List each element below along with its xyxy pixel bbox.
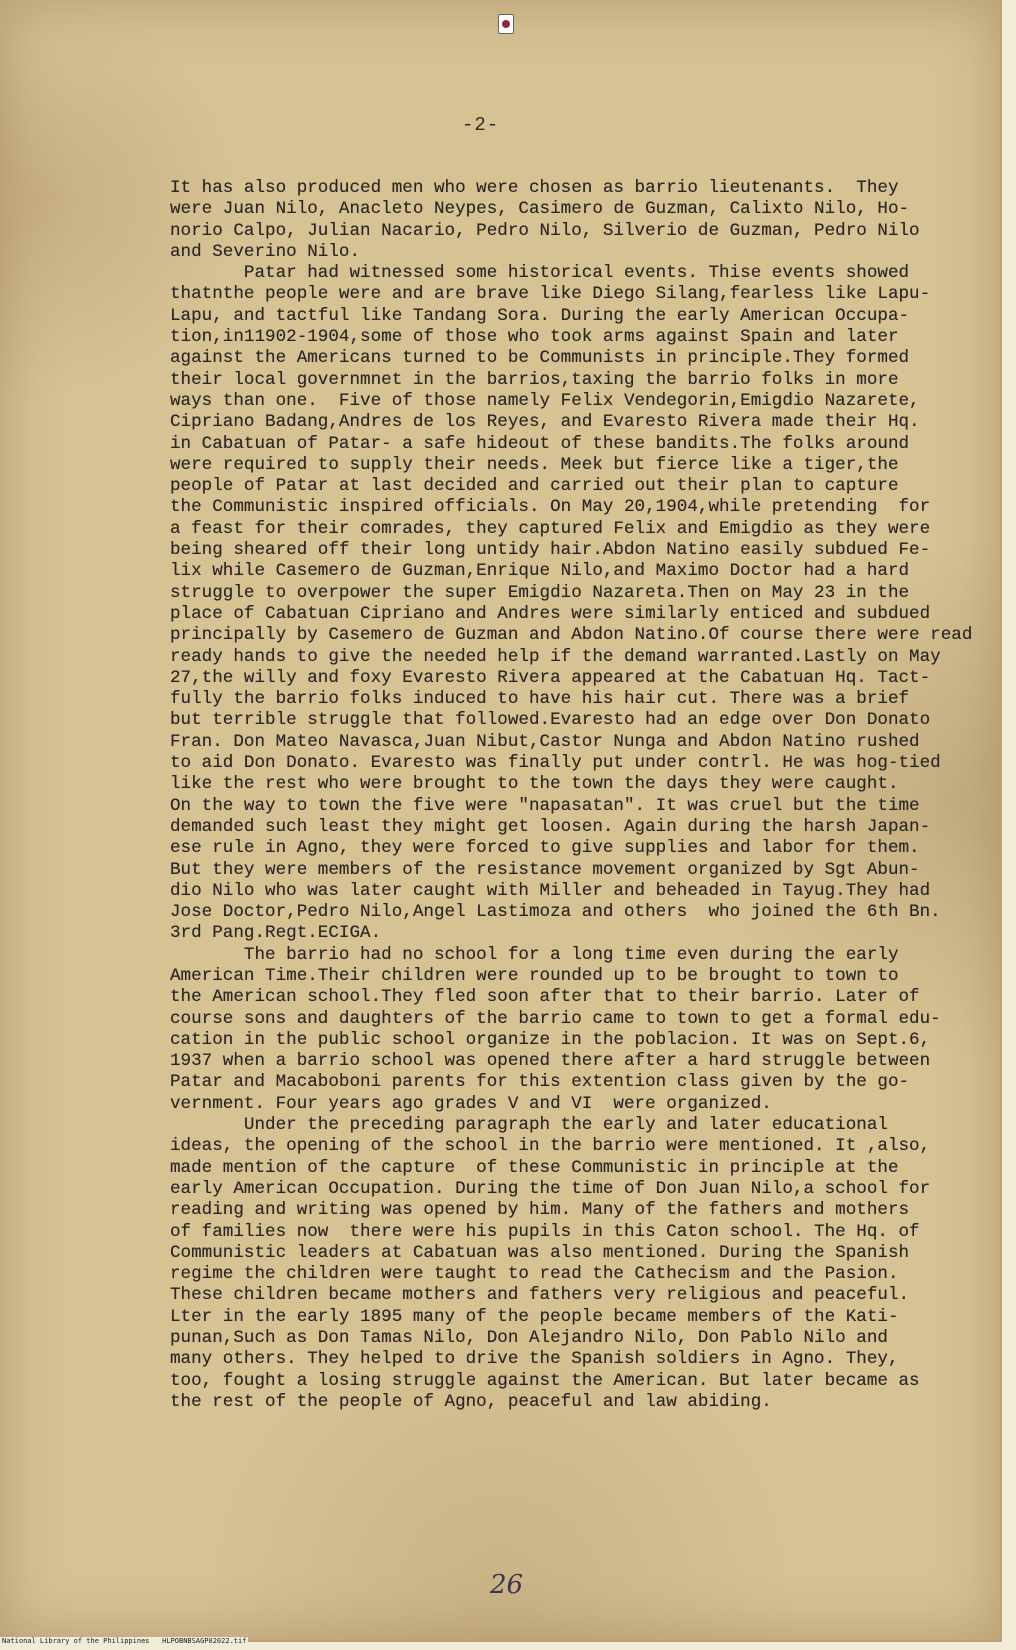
library-stamp-icon xyxy=(498,14,514,34)
typed-body-text: It has also produced men who were chosen as barrio lieutenants. They were Juan Nilo, Anacleto Neypes, Casimero de Guzman, Calixto Nilo, Ho- norio Calpo, Julian Nacario, Pedro Nilo, Silverio de Guzman, Pedro Nilo and Severino Nilo. Patar had witnessed some historical events. Thise events showed thatnthe people were and are brave like Diego Silang,fearless like Lapu- Lapu, and tactful like Tandang Sora. During the early American Occupa- tion,in11902-1904,some of those who took arms against Spain and later against the Americans turned to be Communists in principle.They formed their local governmnet in the barrios,taxing the barrio folks in more ways than one. Five of those namely Felix Vendegorin,Emigdio Nazarete, Cipriano Badang,Andres de los Reyes, and Evaresto Rivera made their Hq. in Cabatuan of Patar- a safe hideout of these bandits.The folks around were required to supply their needs. Meek but fierce like a tiger,the people of Patar at last decided and carried out their plan to capture the Communistic inspired officials. On May 20,1904,while pretending for a feast for their comrades, they captured Felix and Emigdio as they were being sheared off their long untidy hair.Abdon Natino easily subdued Fe- lix while Casemero de Guzman,Enrique Nilo,and Maximo Doctor had a hard struggle to overpower the super Emigdio Nazareta.Then on May 23 in the place of Cabatuan Cipriano and Andres were similarly enticed and subdued principally by Casemero de Guzman and Abdon Natino.Of course there were read ready hands to give the needed help if the demand warranted.Lastly on May 27,the willy and foxy Evaresto Rivera appeared at the Cabatuan Hq. Tact- fully the barrio folks induced to have his hair cut. There was a brief but terrible struggle that followed.Evaresto had an edge over Don Donato Fran. Don Mateo Navasca,Juan Nibut,Castor Nunga and Abdon Natino rushed to aid Don Donato. Evaresto was finally put under contrl. He was hog-tied like the rest who were brought to the town the days they were caught. On the way to town the five were "napasatan". It was cruel but the time demanded such least they might get loosen. Again during the harsh Japan- ese rule in Agno, they were forced to give supplies and labor for them. But they were members of the resistance movement organized by Sgt Abun- dio Nilo who was later caught with Miller and beheaded in Tayug.They had Jose Doctor,Pedro Nilo,Angel Lastimoza and others who joined the 6th Bn. 3rd Pang.Regt.ECIGA. The barrio had no school for a long time even during the early American Time.Their children were rounded up to be brought to town to the American school.They fled soon after that to their barrio. Later of course sons and daughters of the barrio came to town to get a formal edu- cation in the public school organize in the poblacion. It was on Sept.6, 1937 when a barrio school was opened there after a hard struggle between Patar and Macaboboni parents for this extention class given by the go- vernment. Four years ago grades V and VI were organized. Under the preceding paragraph the early and later educational ideas, the opening of the school in the barrio were mentioned. It ,also, made mention of the capture of these Communistic in principle at the early American Occupation. During the time of Don Juan Nilo,a school for reading and writing was opened by him. Many of the fathers and mothers of families now there were his pupils in this Caton school. The Hq. of Communistic leaders at Cabatuan was also mentioned. During the Spanish regime the children were taught to read the Cathecism and the Pasion. These children became mothers and fathers very religious and peaceful. Lter in the early 1895 many of the people became members of the Kati- punan,Such as Don Tamas Nilo, Don Alejandro Nilo, Don Pablo Nilo and many others. They helped to drive the Spanish soldiers in Agno. They, too, fought a losing struggle against the American. But later became as the rest of the people of Agno, peaceful and law abiding. xyxy=(170,178,973,1412)
stamp-seal-icon xyxy=(502,20,510,28)
handwritten-page-number: 26 xyxy=(490,1570,524,1600)
archive-footer: National Library of the Philippines HLPOBNBSAGP02022.tif xyxy=(2,1637,247,1645)
page-number: -2- xyxy=(462,114,500,136)
